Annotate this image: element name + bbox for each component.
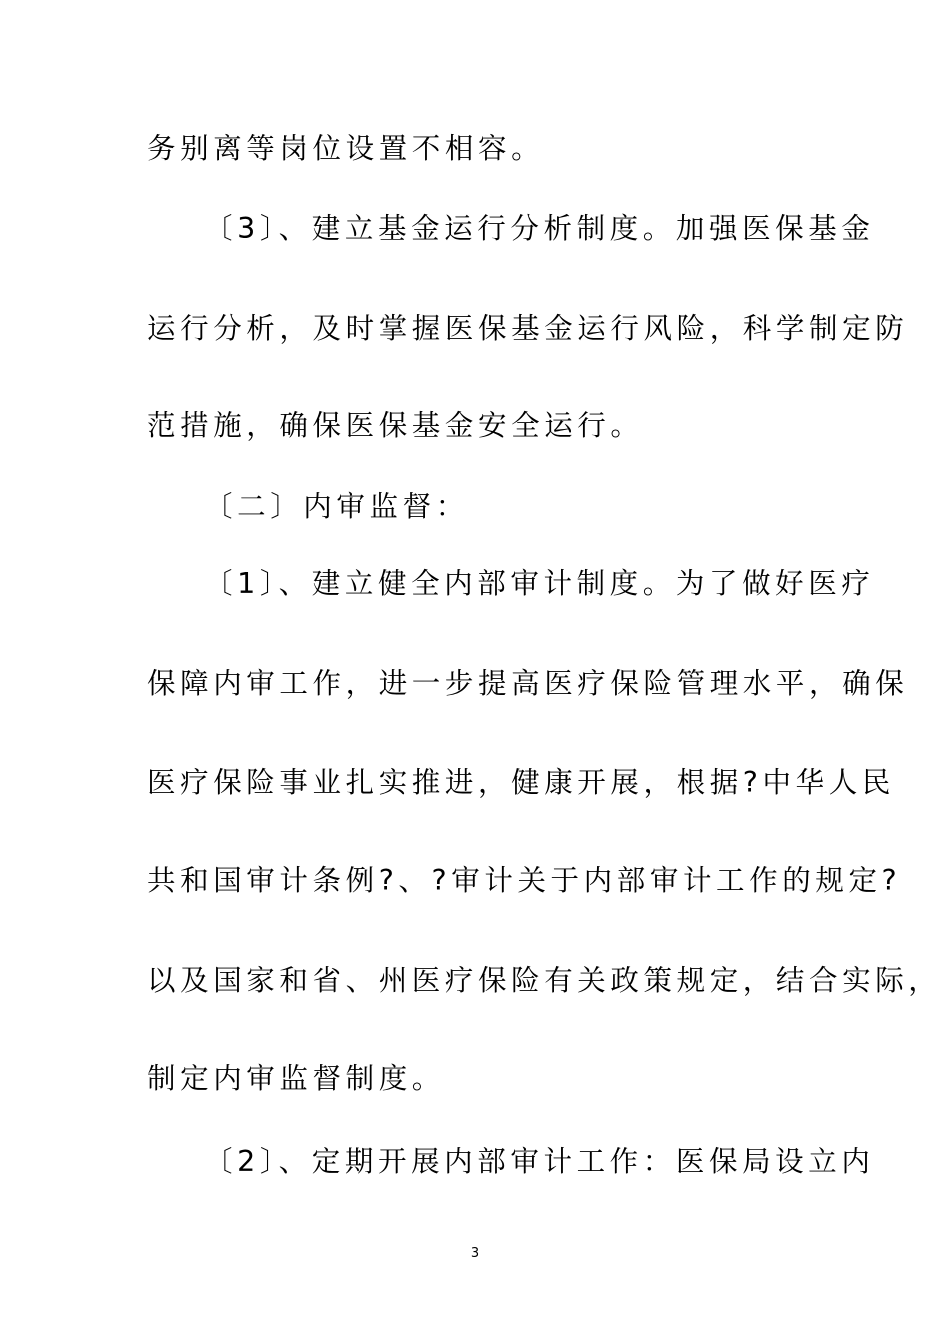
text-line: 范措施，确保医保基金安全运行。 [147, 409, 644, 442]
text-line: 保障内审工作，进一步提高医疗保险管理水平，确保 [147, 667, 909, 700]
text-line: 医疗保险事业扎实推进，健康开展，根据?中华人民 [147, 766, 895, 799]
text-line: 〔二〕内审监督： [204, 490, 469, 523]
text-line: 〔1〕、建立健全内部审计制度。为了做好医疗 [204, 567, 875, 600]
page-number: 3 [470, 1246, 480, 1261]
text-line: 制定内审监督制度。 [147, 1062, 445, 1095]
text-line: 〔2〕、定期开展内部审计工作：医保局设立内 [204, 1145, 875, 1178]
text-line: 运行分析，及时掌握医保基金运行风险，科学制定防 [147, 312, 909, 345]
text-line: 共和国审计条例?、?审计关于内部审计工作的规定? [147, 864, 902, 897]
text-line: 以及国家和省、州医疗保险有关政策规定，结合实际， [147, 964, 942, 997]
text-line: 〔3〕、建立基金运行分析制度。加强医保基金 [204, 212, 875, 245]
text-line: 务别离等岗位设置不相容。 [147, 132, 545, 165]
